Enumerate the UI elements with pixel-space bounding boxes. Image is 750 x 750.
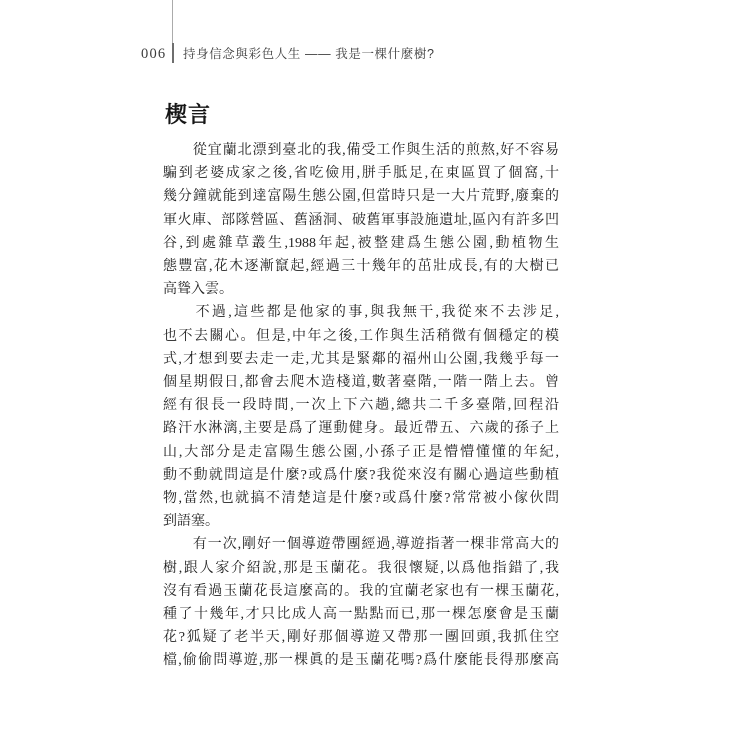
body-line: 谷,到處雜草叢生,1988年起,被整建爲生態公園,動植物生 xyxy=(163,235,559,251)
body-text-block xyxy=(163,139,559,673)
body-line: 態豐富,花木逐漸竄起,經過三十幾年的茁壯成長,有的大樹已 xyxy=(163,259,559,275)
body-line: 有一次,剛好一個導遊帶團經過,導遊指著一棵非常高大的 xyxy=(163,537,559,553)
page-number: 006 xyxy=(141,46,167,62)
header-divider-bar xyxy=(172,43,174,63)
running-header-title: 持身信念與彩色人生 —— 我是一棵什麼樹? xyxy=(183,47,435,61)
body-line: 路汗水淋漓,主要是爲了運動健身。最近帶五、六歲的孫子上 xyxy=(163,421,559,437)
body-line: 軍火庫、部隊營區、舊涵洞、破舊軍事設施遺址,區內有許多凹 xyxy=(163,212,559,228)
body-line: 個星期假日,都會去爬木造棧道,數著臺階,一階一階上去。曾 xyxy=(163,375,559,391)
body-line: 也不去關心。但是,中年之後,工作與生活稍微有個穩定的模 xyxy=(163,328,559,344)
body-line: 式,才想到要去走一走,尤其是緊鄰的福州山公園,我幾乎每一 xyxy=(163,351,559,367)
body-line: 騙到老婆成家之後,省吃儉用,胼手胝足,在東區買了個窩,十 xyxy=(163,166,559,182)
body-line: 高聳入雲。 xyxy=(163,282,233,298)
body-line: 動不動就問這是什麼?或爲什麼?我從來沒有關心過這些動植 xyxy=(163,467,559,483)
body-line: 到語塞。 xyxy=(163,514,219,530)
body-line: 物,當然,也就搞不清楚這是什麼?或爲什麼?常常被小傢伙問 xyxy=(163,491,559,507)
body-line: 檔,偷偷問導遊,那一棵眞的是玉蘭花嗎?爲什麼能長得那麼高 xyxy=(163,653,559,669)
top-vertical-rule xyxy=(172,0,173,44)
body-line: 沒有看過玉蘭花長這麼高的。我的宜蘭老家也有一棵玉蘭花, xyxy=(163,583,559,599)
section-title: 楔言 xyxy=(165,102,212,127)
body-line: 山,大部分是走富陽生態公園,小孫子正是懵懵懂懂的年紀, xyxy=(163,444,559,460)
body-line: 幾分鐘就能到達富陽生態公園,但當時只是一大片荒野,廢棄的 xyxy=(163,189,559,205)
body-line: 從宜蘭北漂到臺北的我,備受工作與生活的煎熬,好不容易 xyxy=(163,143,559,158)
body-line: 樹,跟人家介紹說,那是玉蘭花。我很懷疑,以爲他指錯了,我 xyxy=(163,560,559,576)
body-line: 經有很長一段時間,一次上下六趟,總共二千多臺階,回程沿 xyxy=(163,398,559,414)
body-line: 不過,這些都是他家的事,與我無干,我從來不去涉足, xyxy=(163,305,559,321)
body-line: 花?狐疑了老半天,剛好那個導遊又帶那一團回頭,我抓住空 xyxy=(163,630,559,646)
body-line: 種了十幾年,才只比成人高一點點而已,那一棵怎麼會是玉蘭 xyxy=(163,607,559,623)
